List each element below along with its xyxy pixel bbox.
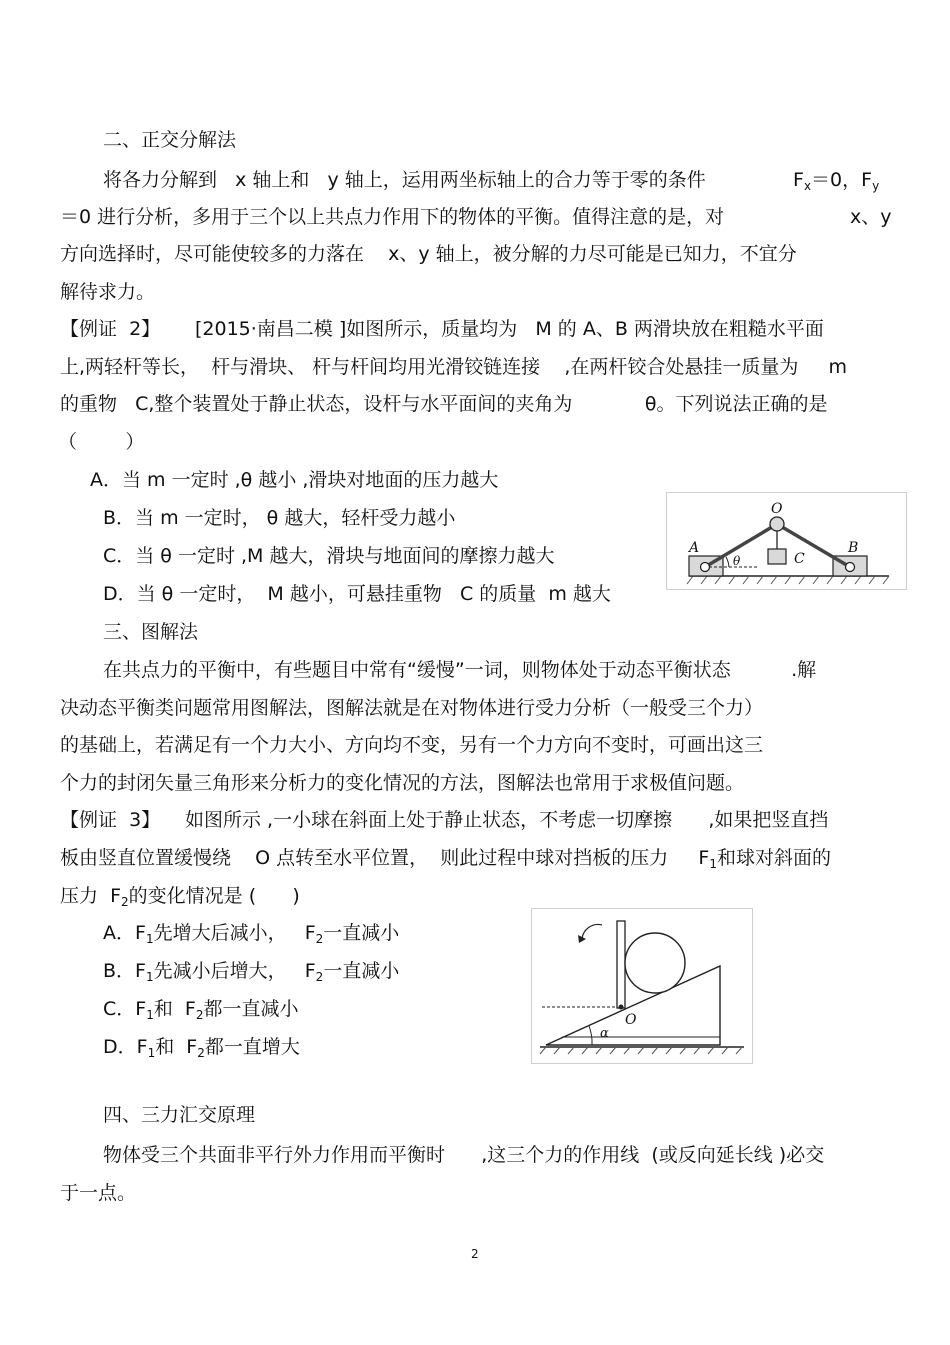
question-line — [60, 846, 831, 876]
page-number: 2 — [471, 1247, 479, 1261]
option-a — [103, 921, 399, 951]
text-span: ＝0，F — [811, 169, 873, 191]
label-a: A — [689, 540, 700, 556]
paragraph-line: 个力的封闭矢量三角形来分析力的变化情况的方法，图解法也常用于求极值问题。 — [60, 772, 745, 794]
section-heading-graphical: 三、图解法 — [103, 621, 199, 643]
label-o: O — [771, 501, 783, 517]
paragraph-line: 于一点。 — [60, 1182, 137, 1204]
text-span: B．F — [103, 960, 146, 982]
text-span: D．F — [103, 1036, 148, 1058]
option-b — [103, 959, 399, 989]
subscript: 1 — [147, 1046, 156, 1060]
option-c: C．当 θ 一定时 ,M 越大，滑块与地面间的摩擦力越大 — [103, 545, 555, 567]
text-span: 一直减小 — [323, 922, 400, 944]
text-span: 一直减小 — [323, 960, 400, 982]
example-tag: 【例证 3】 — [60, 809, 161, 831]
answer-bracket: （ ） — [58, 431, 145, 453]
option-d: D．当 θ 一定时， M 越小，可悬挂重物 C 的质量 m 越大 — [103, 583, 611, 605]
paragraph-line: 方向选择时，尽可能使较多的力落在 x、y 轴上，被分解的力尽可能是已知力，不宜分 — [60, 243, 797, 265]
question-line: [2015·南昌二模 ]如图所示，质量均为 M 的 A、B 两滑块放在粗糙水平面 — [195, 318, 824, 340]
subscript: 2 — [121, 895, 129, 909]
paragraph-line: 物体受三个共面非平行外力作用而平衡时 ,这三个力的作用线 (或反向延长线 )必交 — [103, 1144, 825, 1166]
subscript: 2 — [315, 932, 324, 946]
option-d — [103, 1035, 300, 1065]
incline-diagram — [532, 909, 752, 1063]
subscript: 2 — [197, 1046, 205, 1060]
formula-fx-fy — [793, 168, 879, 198]
label-c: C — [794, 551, 805, 567]
paragraph-line: 在共点力的平衡中，有些题目中常有“缓慢”一词，则物体处于动态平衡状态 .解 — [103, 659, 817, 681]
sliders-figure — [666, 492, 907, 590]
text-span: 的变化情况是 ( ) — [128, 885, 300, 907]
paragraph-line: 决动态平衡类问题常用图解法，图解法就是在对物体进行受力分析（一般受三个力） — [60, 697, 764, 719]
text-span: 先增大后减小， F — [153, 922, 316, 944]
question-line: 的重物 C,整个装置处于静止状态，设杆与水平面间的夹角为 θ。下列说法正确的是 — [60, 393, 828, 415]
text-span: 将各力分解到 x 轴上和 y 轴上，运用两坐标轴上的合力等于零的条件 — [103, 169, 706, 191]
label-o: O — [625, 1012, 637, 1028]
subscript: 2 — [315, 970, 324, 984]
option-b: B．当 m 一定时， θ 越大，轻杆受力越小 — [103, 507, 456, 529]
question-line: 上,两轻杆等长， 杆与滑块、 杆与杆间均用光滑铰链连接 ,在两杆铰合处悬挂一质量为 m — [60, 356, 848, 378]
option-c — [103, 997, 299, 1027]
subscript: 1 — [145, 970, 154, 984]
text-span: C．F — [103, 998, 147, 1020]
example-tag: 【例证 2】 — [60, 318, 161, 340]
text-span: 板由竖直位置缓慢绕 O 点转至水平位置， 则此过程中球对挡板的压力 F — [60, 847, 710, 869]
label-theta: θ — [733, 554, 741, 568]
subscript: 1 — [145, 932, 154, 946]
text-span: 都一直减小 — [203, 998, 299, 1020]
paragraph-line: ＝0 进行分析，多用于三个以上共点力作用下的物体的平衡。值得注意的是，对 — [60, 206, 725, 228]
section-heading-three-forces: 四、三力汇交原理 — [103, 1104, 256, 1126]
text-span: 都一直增大 — [204, 1036, 300, 1058]
text-span: 和 F — [153, 998, 196, 1020]
paragraph-line — [103, 168, 706, 192]
incline-figure — [531, 908, 753, 1064]
label-alpha: α — [600, 1026, 609, 1041]
option-a: A．当 m 一定时 ,θ 越小 ,滑块对地面的压力越大 — [90, 469, 499, 491]
subscript: y — [872, 179, 880, 193]
sliders-diagram — [667, 493, 906, 589]
question-line: 如图所示 ,一小球在斜面上处于静止状态，不考虑一切摩擦 ,如果把竖直挡 — [185, 809, 829, 831]
subscript: 2 — [195, 1008, 204, 1022]
subscript: 1 — [146, 1008, 154, 1022]
question-line — [60, 884, 300, 914]
subscript: 1 — [709, 857, 718, 871]
paragraph-line: 解待求力。 — [60, 281, 156, 303]
text-span: 压力 F — [60, 885, 122, 907]
text-span: 和 F — [155, 1036, 198, 1058]
section-heading-orthogonal: 二、正交分解法 — [103, 129, 237, 151]
paragraph-line: x、y — [850, 206, 892, 228]
text-span: 先减小后增大， F — [153, 960, 316, 982]
subscript: x — [803, 179, 812, 193]
paragraph-line: 的基础上，若满足有一个力大小、方向均不变，另有一个力方向不变时，可画出这三 — [60, 734, 764, 756]
f-symbol: F — [793, 169, 804, 191]
text-span: 和球对斜面的 — [717, 847, 832, 869]
label-b: B — [848, 540, 859, 556]
text-span: A．F — [103, 922, 146, 944]
